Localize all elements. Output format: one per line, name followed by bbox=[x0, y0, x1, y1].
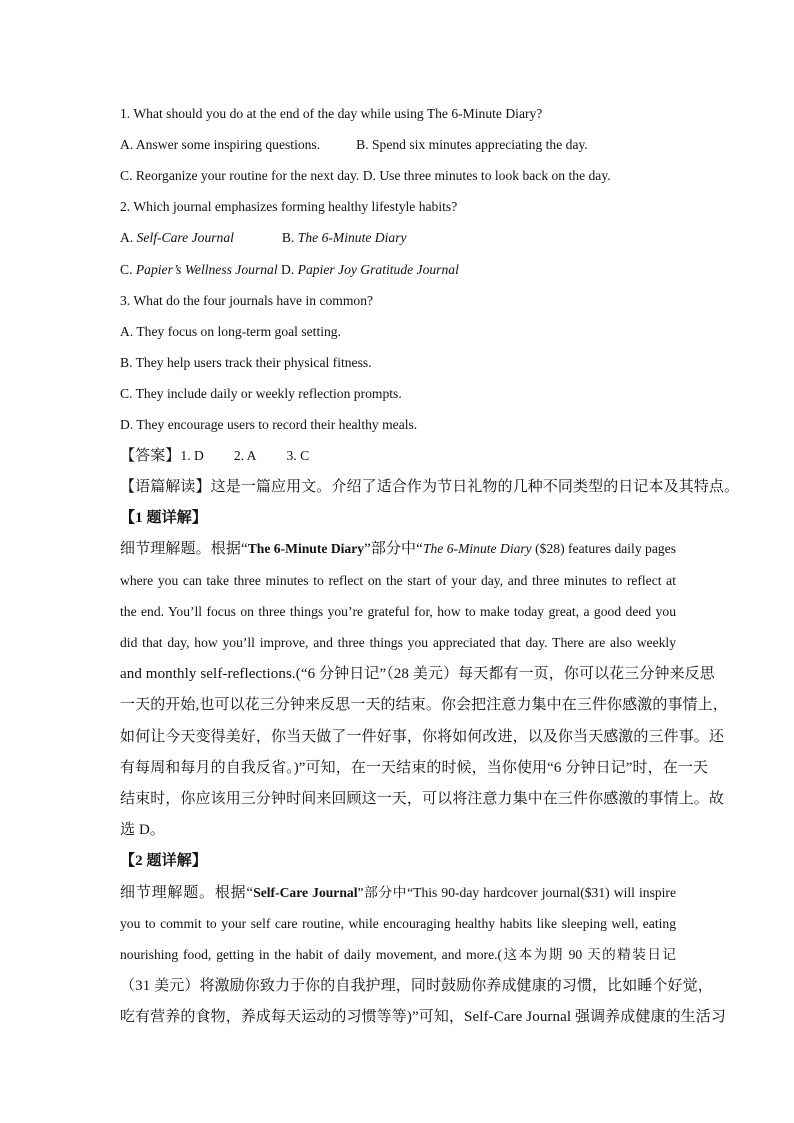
question-3-option-c: C. They include daily or weekly reflection prompts. bbox=[120, 386, 402, 401]
question-1-options-row-1 bbox=[120, 136, 588, 154]
question-3-option-a: A. They focus on long-term goal setting. bbox=[120, 324, 341, 339]
detail-1-line-8: 有每周和每月的自我反省。)”可知，在一天结束的时候，当你使用“6 分钟日记”时，在一天 bbox=[120, 760, 709, 776]
answer-1: 1. D bbox=[180, 448, 204, 463]
question-2-option-c: Papier’s Wellness Journal bbox=[135, 262, 278, 277]
detail-1-heading: 【1 题详解】 bbox=[120, 510, 207, 526]
question-2-options-row-1 bbox=[120, 229, 407, 247]
question-2-option-c-letter: C. bbox=[120, 262, 133, 277]
question-2-option-b-letter: B. bbox=[281, 230, 295, 245]
answer-2: 2. A bbox=[233, 448, 257, 463]
question-1-stem: 1. What should you do at the end of the day while using The 6-Minute Diary? bbox=[120, 106, 543, 121]
detail-1-line-4: did that day, how you’ll improve, and three things you appreciated that day. There are also weekly bbox=[120, 635, 676, 650]
overview-line bbox=[120, 478, 739, 496]
detail-2-line-5: 吃有营养的食物，养成每天运动的习惯等等)”可知，Self-Care Journal 强调养成健康的生活习 bbox=[120, 1009, 726, 1025]
detail-2-line-4: （31 美元）将激励你致力于你的自我护理，同时鼓励你养成健康的习惯，比如睡个好觉， bbox=[120, 978, 713, 994]
question-2-option-a: Self-Care Journal bbox=[136, 230, 234, 245]
detail-2-line-2: you to commit to your self care routine, while encouraging healthy habits like sleeping well, eating bbox=[120, 916, 676, 931]
detail-1-quote-intro: ”部分中“ bbox=[364, 541, 423, 557]
answer-label: 【答案】 bbox=[120, 448, 181, 464]
question-2-option-a-letter: A. bbox=[120, 230, 134, 245]
overview-text: 这是一篇应用文。介绍了适合作为节日礼物的几种不同类型的日记本及其特点。 bbox=[210, 479, 740, 495]
detail-1-line-9: 结束时，你应该用三分钟时间来回顾这一天，可以将注意力集中在三件你感激的事情上。故 bbox=[120, 791, 725, 807]
detail-1-line-1 bbox=[120, 540, 676, 558]
question-1-option-d: D. Use three minutes to look back on the day. bbox=[362, 168, 611, 183]
question-1-option-b: B. Spend six minutes appreciating the day. bbox=[356, 137, 588, 152]
answer-line bbox=[120, 447, 309, 465]
question-3-stem: 3. What do the four journals have in common? bbox=[120, 293, 374, 308]
detail-2-line-1 bbox=[120, 884, 676, 902]
question-2-option-b: The 6-Minute Diary bbox=[297, 230, 407, 245]
question-1-options-row-2 bbox=[120, 167, 611, 185]
question-1-option-a: A. Answer some inspiring questions. bbox=[120, 137, 321, 152]
detail-1-line-10: 选 D。 bbox=[120, 822, 165, 838]
question-3-option-d: D. They encourage users to record their healthy meals. bbox=[120, 417, 418, 432]
detail-1-line-6: 一天的开始,也可以花三分钟来反思一天的结束。你会把注意力集中在三件你感激的事情上， bbox=[120, 697, 728, 713]
detail-2-quote-start: ”部分中“This 90-day hardcover journal($31) will inspire bbox=[357, 885, 676, 900]
detail-2-line-3: nourishing food, getting in the habit of daily movement, and more.(这本为期 90 天的精装日记 bbox=[120, 947, 676, 962]
detail-2-intro: 细节理解题。根据“ bbox=[120, 885, 254, 901]
question-2-option-d: Papier Joy Gratitude Journal bbox=[297, 262, 459, 277]
question-2-stem: 2. Which journal emphasizes forming healthy lifestyle habits? bbox=[120, 199, 458, 214]
detail-1-line-2: where you can take three minutes to reflect on the start of your day, and three minutes to reflect at bbox=[120, 573, 676, 588]
detail-1-line-7: 如何让今天变得美好，你当天做了一件好事，你将如何改进，以及你当天感激的三件事。还 bbox=[120, 729, 725, 745]
detail-1-quote-start: ($28) features daily pages bbox=[531, 541, 676, 556]
question-3-option-b: B. They help users track their physical fitness. bbox=[120, 355, 372, 370]
detail-2-heading: 【2 题详解】 bbox=[120, 853, 207, 869]
question-2-options-row-2 bbox=[120, 261, 459, 279]
detail-1-intro: 细节理解题。根据“ bbox=[120, 541, 248, 557]
detail-1-line-3: the end. You’ll focus on three things you’re grateful for, how to make today great, a good deed you bbox=[120, 604, 676, 619]
overview-label: 【语篇解读】 bbox=[120, 479, 211, 495]
detail-2-section-name: Self-Care Journal bbox=[253, 885, 358, 900]
detail-1-quote-title: The 6-Minute Diary bbox=[422, 541, 532, 556]
detail-1-line-5: and monthly self-reflections.(“6 分钟日记”（28 美元）每天都有一页，你可以花三分钟来反思 bbox=[120, 666, 715, 682]
question-1-option-c: C. Reorganize your routine for the next day. bbox=[120, 168, 360, 183]
answer-3: 3. C bbox=[286, 448, 310, 463]
question-2-option-d-letter: D. bbox=[281, 262, 295, 277]
detail-1-section-name: The 6-Minute Diary bbox=[247, 541, 365, 556]
